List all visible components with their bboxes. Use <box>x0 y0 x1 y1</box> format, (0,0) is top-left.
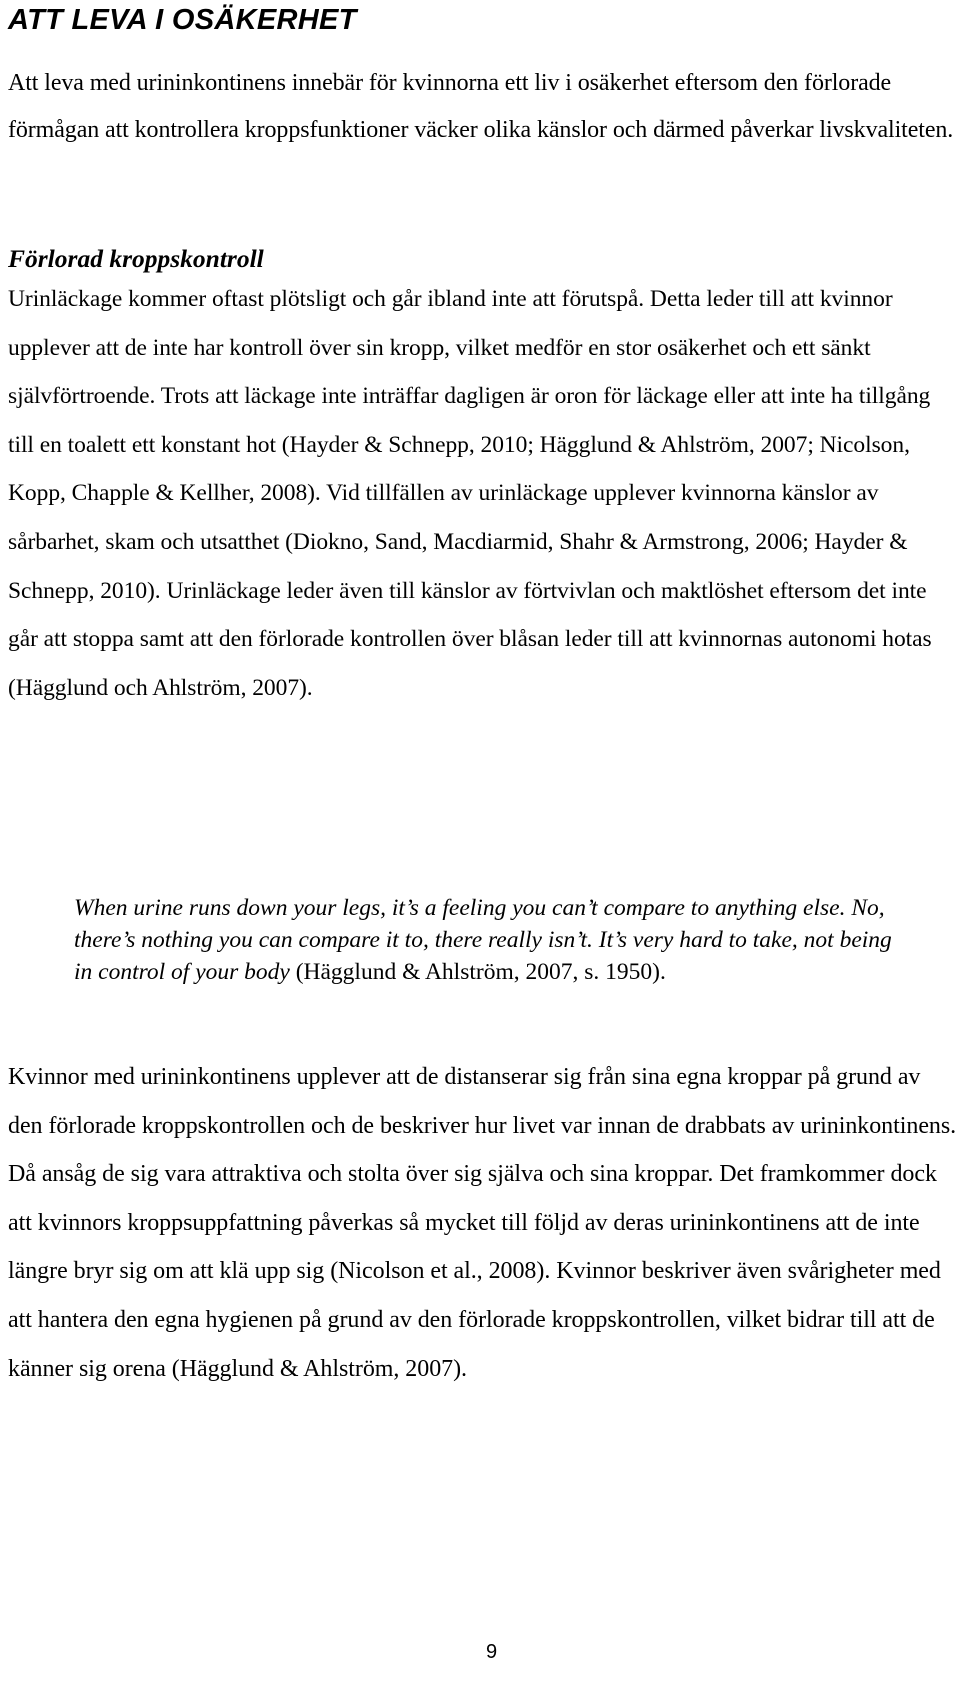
page-number: 9 <box>486 1641 498 1663</box>
body-paragraph-1: Urinläckage kommer oftast plötsligt och går ibland inte att förutspå. Detta leder till att kvinnor upplever att de inte har kontroll över sin kropp, vilket medför en stor osäkerhet och ett sänkt självförtroende. Trots att läckage inte inträffar dagligen är oron för läckage eller att inte ha tillgång till en toalett ett konstant hot (Hayder & Schnepp, 2010; Hägglund & Ahlström, 2007; Nicolson, Kopp, Chapple & Kellher, 2008). Vid tillfällen av urinläckage upplever kvinnorna känslor av sårbarhet, skam och utsatthet (Diokno, Sand, Macdiarmid, Shahr & Armstrong, 2006; Hayder & Schnepp, 2010). Urinläckage leder även till känslor av förtvivlan och maktlöshet eftersom det inte går att stoppa samt att den förlorade kontrollen över blåsan leder till att kvinnornas autonomi hotas (Hägglund och Ahlström, 2007). <box>8 286 932 701</box>
intro-paragraph: Att leva med urininkontinens innebär för kvinnorna ett liv i osäkerhet eftersom den förlorade förmågan att kontrollera kroppsfunktioner väcker olika känslor och därmed påverkar livskvaliteten. <box>8 70 954 143</box>
body-paragraph-2: Kvinnor med urininkontinens upplever att de distanserar sig från sina egna kroppar på grund av den förlorade kroppskontrollen och de beskriver hur livet var innan de drabbats av urininkontinens. Då ansåg de sig vara attraktiva och stolta över sig själva och sina kroppar. Det framkommer dock att kvinnors kroppsuppfattning påverkas så mycket till följd av deras urininkontinens att de inte längre bryr sig om att klä upp sig (Nicolson et al., 2008). Kvinnor beskriver även svårigheter med att hantera den egna hygienen på grund av den förlorade kroppskontrollen, vilket bidrar till att de känner sig orena (Hägglund & Ahlström, 2007). <box>8 1064 957 1382</box>
quote-text: When urine runs down your legs, it’s a feeling you can’t compare to anything else. No, there’s nothing you can compare it to, there really isn’t. It’s very hard to take, not being in control of your body <box>74 895 892 985</box>
document-page <box>8 0 957 1687</box>
section-heading: ATT LEVA I OSÄKERHET <box>8 4 357 36</box>
block-quote <box>74 892 894 988</box>
subsection-heading: Förlorad kroppskontroll <box>8 244 264 273</box>
quote-citation: (Hägglund & Ahlström, 2007, s. 1950). <box>295 959 666 985</box>
